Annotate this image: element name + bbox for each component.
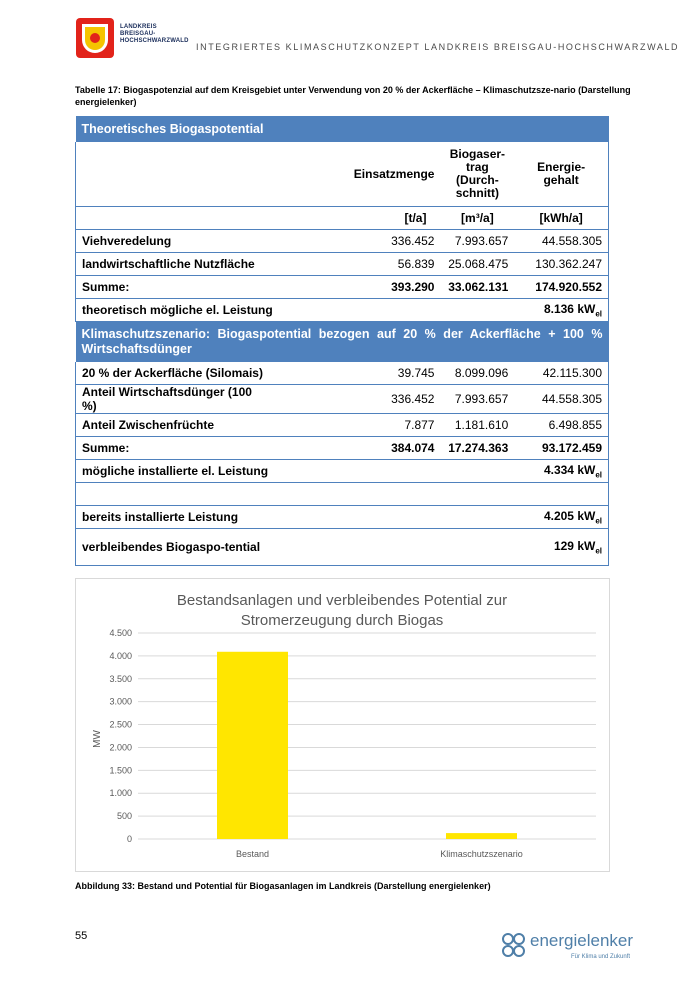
cell-power: 4.334 $kW_{el}$ <box>514 460 608 483</box>
logo-lettering: LANDKREIS BREISGAU- HOCHSCHWARZWALD <box>120 24 189 44</box>
possible-power-row <box>76 460 609 483</box>
row-label: 20 % der Ackerfläche (Silomais) <box>76 362 270 385</box>
cell-biogasertrag: 1.181.610 <box>440 414 514 437</box>
biogas-potential-table <box>75 116 609 566</box>
cell-einsatzmenge: 393.290 <box>270 276 441 299</box>
cell-biogasertrag: 33.062.131 <box>440 276 514 299</box>
row-label: Summe: <box>76 276 270 299</box>
section2-title: Klimaschutzszenario: Biogaspotential bezogen auf 20 % der Ackerfläche + 100 % Wirtschaftsdünger <box>76 322 609 363</box>
row-label: Anteil Zwischenfrüchte <box>76 414 270 437</box>
cell-power: 4.205 $kW_{el}$ <box>514 506 608 529</box>
cell-energiegehalt: 174.920.552 <box>514 276 608 299</box>
y-tick-label: 3.500 <box>109 673 132 684</box>
cell-einsatzmenge: 384.074 <box>270 437 441 460</box>
y-tick-label: 1.500 <box>109 765 132 776</box>
sum-row <box>76 276 609 299</box>
cell-power: 8.136 $kW_{el}$ <box>514 299 608 322</box>
unit-kwh-a: [kWh/a] <box>514 207 608 230</box>
row-label: Anteil Wirtschaftsdünger (100 %) <box>76 385 270 414</box>
y-tick-label: 500 <box>116 811 132 822</box>
y-tick-label: 2.000 <box>109 742 132 753</box>
table-row <box>76 362 609 385</box>
table-caption: Tabelle 17: Biogaspotenzial auf dem Kreisgebiet unter Verwendung von 20 % der Ackerfläche – Klimaschutzsze-nario (Darstellung energielenker) <box>75 85 631 107</box>
y-tick-label: 3.000 <box>109 696 132 707</box>
chart-title-line-2: Stromerzeugung durch Biogas <box>240 612 444 629</box>
row-label: landwirtschaftliche Nutzfläche <box>76 253 270 276</box>
cell-einsatzmenge: 39.745 <box>270 362 441 385</box>
col-header-energiegehalt: Energie-gehalt <box>514 142 608 207</box>
cell-biogasertrag: 8.099.096 <box>440 362 514 385</box>
remaining-power-row <box>76 529 609 566</box>
y-tick-label: 4.500 <box>109 628 132 638</box>
units-row <box>76 207 609 230</box>
bar-chart <box>76 579 609 871</box>
row-label: mögliche installierte el. Leistung <box>76 460 515 483</box>
cell-energiegehalt: 44.558.305 <box>514 385 608 414</box>
cell-energiegehalt: 42.115.300 <box>514 362 608 385</box>
section-header-row <box>76 116 609 142</box>
page-number: 55 <box>75 930 88 942</box>
row-label: bereits installierte Leistung <box>76 506 515 529</box>
y-tick-label: 4.000 <box>109 650 132 661</box>
col-header-biogasertrag: Biogaser-trag (Durch-schnitt) <box>440 142 514 207</box>
unit-t-a: [t/a] <box>270 207 441 230</box>
theoretical-power-row <box>76 299 609 322</box>
table-row <box>76 385 609 414</box>
installed-power-row <box>76 506 609 529</box>
brand-name: energielenker <box>530 931 634 950</box>
y-tick-label: 0 <box>126 834 132 844</box>
column-header-row <box>76 142 609 207</box>
table-row <box>76 414 609 437</box>
bar-bestand <box>217 652 288 839</box>
row-label: theoretisch mögliche el. Leistung <box>76 299 515 322</box>
row-label: Viehveredelung <box>76 230 270 253</box>
cell-energiegehalt: 44.558.305 <box>514 230 608 253</box>
table-row <box>76 253 609 276</box>
section1-title: Theoretisches Biogaspotential <box>76 116 609 142</box>
col-header-einsatzmenge: Einsatzmenge <box>270 142 441 207</box>
y-tick-label: 1.000 <box>109 788 132 799</box>
y-axis-label: MW <box>92 730 103 748</box>
cell-energiegehalt: 6.498.855 <box>514 414 608 437</box>
document-header-title: INTEGRIERTES KLIMASCHUTZKONZEPT LANDKREIS BREISGAU-HOCHSCHWARZWALD <box>196 42 680 52</box>
row-label: Summe: <box>76 437 270 460</box>
chart-container <box>75 578 610 872</box>
table-row <box>76 230 609 253</box>
cell-einsatzmenge: 7.877 <box>270 414 441 437</box>
cell-einsatzmenge: 336.452 <box>270 385 441 414</box>
bar-klimaschutzszenario <box>446 833 517 839</box>
brand-tagline: Für Klima und Zukunft <box>571 954 631 960</box>
x-tick-label: Klimaschutzszenario <box>440 849 523 859</box>
cell-einsatzmenge: 336.452 <box>270 230 441 253</box>
cell-energiegehalt: 93.172.459 <box>514 437 608 460</box>
x-tick-label: Bestand <box>235 849 270 859</box>
cell-einsatzmenge: 56.839 <box>270 253 441 276</box>
sum-row <box>76 437 609 460</box>
cell-biogasertrag: 7.993.657 <box>440 385 514 414</box>
cell-biogasertrag: 7.993.657 <box>440 230 514 253</box>
y-tick-label: 2.500 <box>109 719 132 730</box>
cell-biogasertrag: 17.274.363 <box>440 437 514 460</box>
empty-row <box>76 483 609 506</box>
row-label: verbleibendes Biogaspo-tential <box>76 529 270 566</box>
section-header-row <box>76 322 609 363</box>
cell-energiegehalt: 130.362.247 <box>514 253 608 276</box>
cell-biogasertrag: 25.068.475 <box>440 253 514 276</box>
cell-power: 129 $kW_{el}$ <box>514 529 608 566</box>
unit-m3-a: [m³/a] <box>440 207 514 230</box>
figure-caption: Abbildung 33: Bestand und Potential für Biogasanlagen im Landkreis (Darstellung energielenker) <box>75 881 491 891</box>
chart-title-line-1: Bestandsanlagen und verbleibendes Potential zur <box>176 592 508 609</box>
